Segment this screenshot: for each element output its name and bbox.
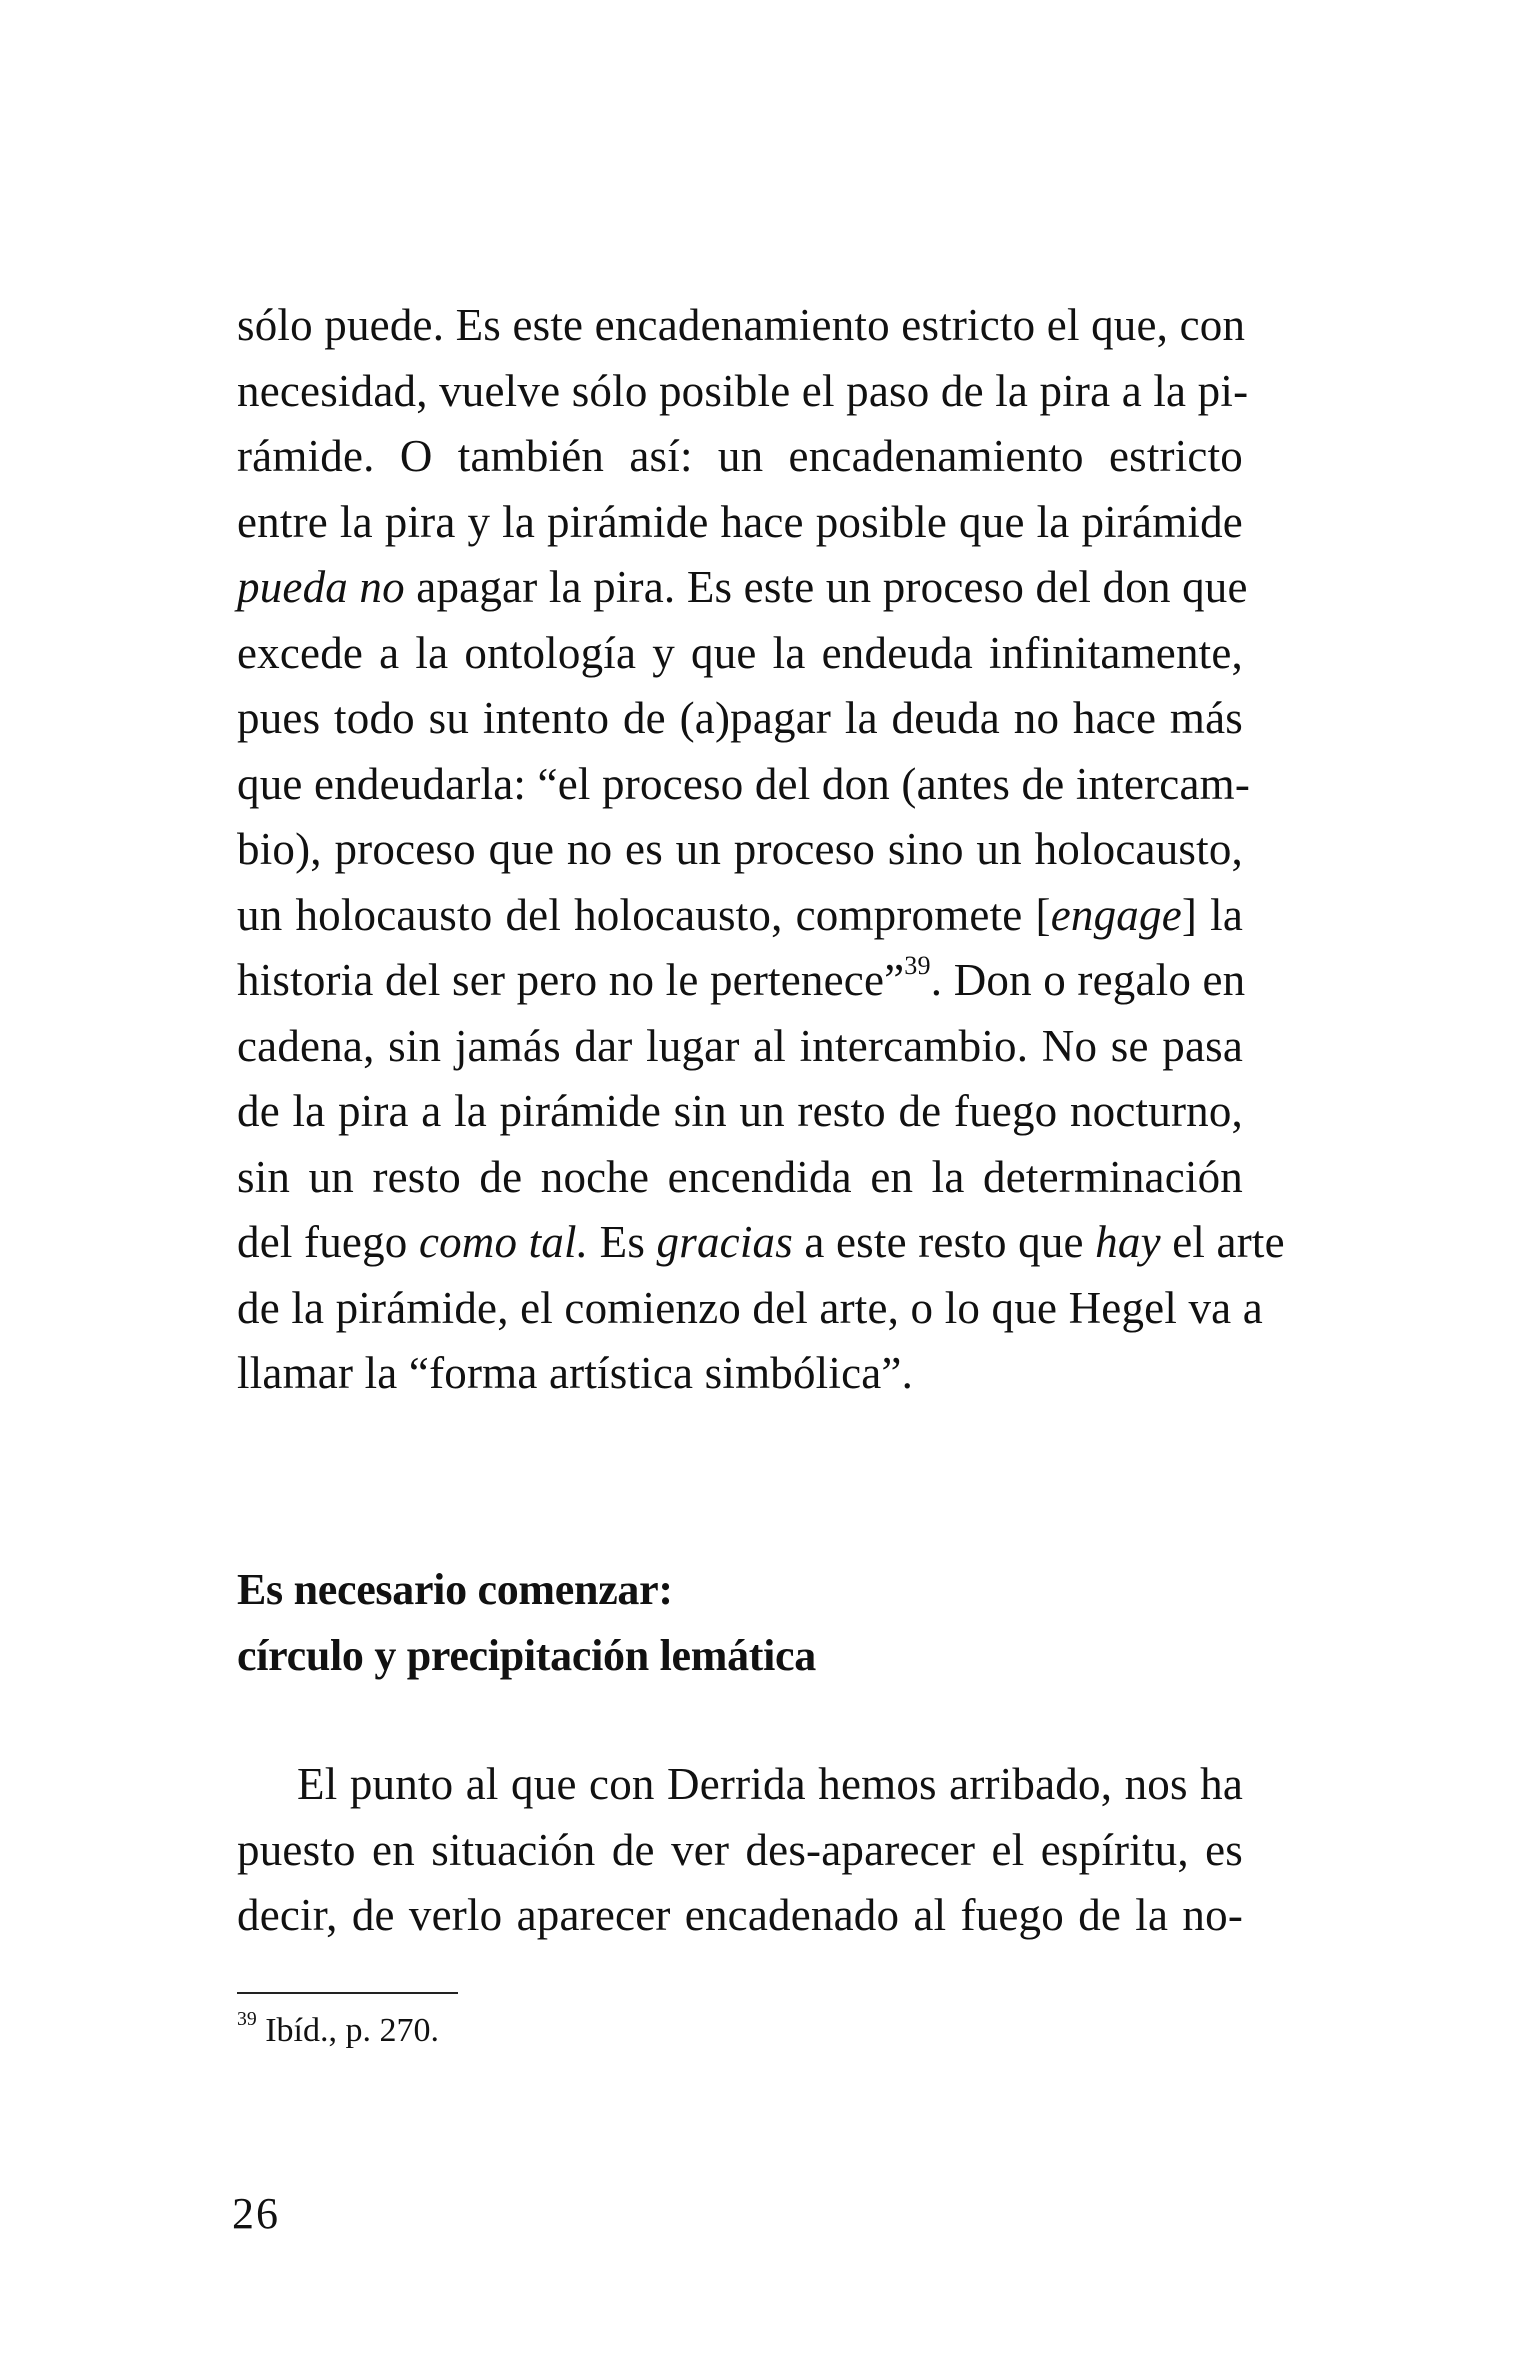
text-line: de la pirámide, el comienzo del arte, o lo que Hegel va a — [237, 1282, 1263, 1333]
text-segment: historia del ser pero no le pertenece” — [237, 955, 905, 1005]
text-segment: Es — [588, 1217, 657, 1267]
text-line: necesidad, vuelve sólo posible el paso de la pira a la pi- — [237, 365, 1249, 416]
text-line: rámide. O también así: un encadenamiento estricto — [237, 431, 1243, 481]
footnote — [237, 2006, 439, 2056]
text-line: bio), proceso que no es un proceso sino un holocausto, — [237, 824, 1243, 874]
text-line: El punto al que con Derrida hemos arribado, nos ha — [297, 1759, 1243, 1809]
text-line — [237, 555, 1248, 621]
text-line: puesto en situación de ver des-aparecer el espíritu, es — [237, 1824, 1243, 1875]
italic-text: hay — [1095, 1217, 1161, 1267]
text-line — [237, 883, 1243, 949]
italic-text: como tal. — [418, 1217, 589, 1267]
body-paragraph-1 — [237, 293, 1285, 1407]
text-line: entre la pira y la pirámide hace posible que la pirámide — [237, 496, 1243, 547]
text-line: decir, de verlo aparecer encadenado al fuego de la no- — [237, 1890, 1243, 1940]
text-line — [237, 1210, 1285, 1276]
footnote-text: Ibíd., p. 270. — [256, 2012, 439, 2049]
heading-line: Es necesario comenzar: — [237, 1565, 673, 1614]
body-paragraph-2 — [237, 1752, 1243, 1949]
text-line: excede a la ontología y que la endeuda infinitamente, — [237, 627, 1243, 678]
text-segment: . Don o regalo en — [930, 955, 1246, 1005]
section-heading — [237, 1557, 1243, 1689]
footnote-divider — [237, 1992, 458, 1994]
text-line: que endeudarla: “el proceso del don (antes de intercam- — [237, 758, 1251, 809]
text-segment: ] la — [1181, 889, 1244, 940]
page-number: 26 — [232, 2189, 280, 2238]
italic-text: engage — [1050, 889, 1182, 940]
text-segment: apagar la pira. Es este un proceso del don que — [404, 562, 1248, 612]
text-segment: un holocausto del holocausto, compromete [ — [237, 889, 1051, 940]
text-line: pues todo su intento de (a)pagar la deuda no hace más — [237, 693, 1243, 743]
text-segment: del fuego — [237, 1217, 419, 1267]
footnote-number: 39 — [237, 2007, 257, 2030]
heading-line: círculo y precipitación lemática — [237, 1631, 816, 1680]
text-line: sin un resto de noche encendida en la determinación — [237, 1151, 1243, 1202]
text-line: sólo puede. Es este encadenamiento estricto el que, con — [237, 300, 1246, 350]
text-segment: el arte — [1160, 1217, 1285, 1267]
text-line — [237, 948, 1246, 1014]
text-line: cadena, sin jamás dar lugar al intercambio. No se pasa — [237, 1020, 1243, 1071]
text-segment: a este resto que — [792, 1217, 1096, 1267]
footnote-reference: 39 — [904, 950, 931, 980]
italic-text: pueda no — [237, 562, 405, 612]
italic-text: gracias — [656, 1217, 793, 1267]
text-line: llamar la “forma artística simbólica”. — [237, 1348, 914, 1398]
text-line: de la pira a la pirámide sin un resto de fuego nocturno, — [237, 1086, 1243, 1136]
